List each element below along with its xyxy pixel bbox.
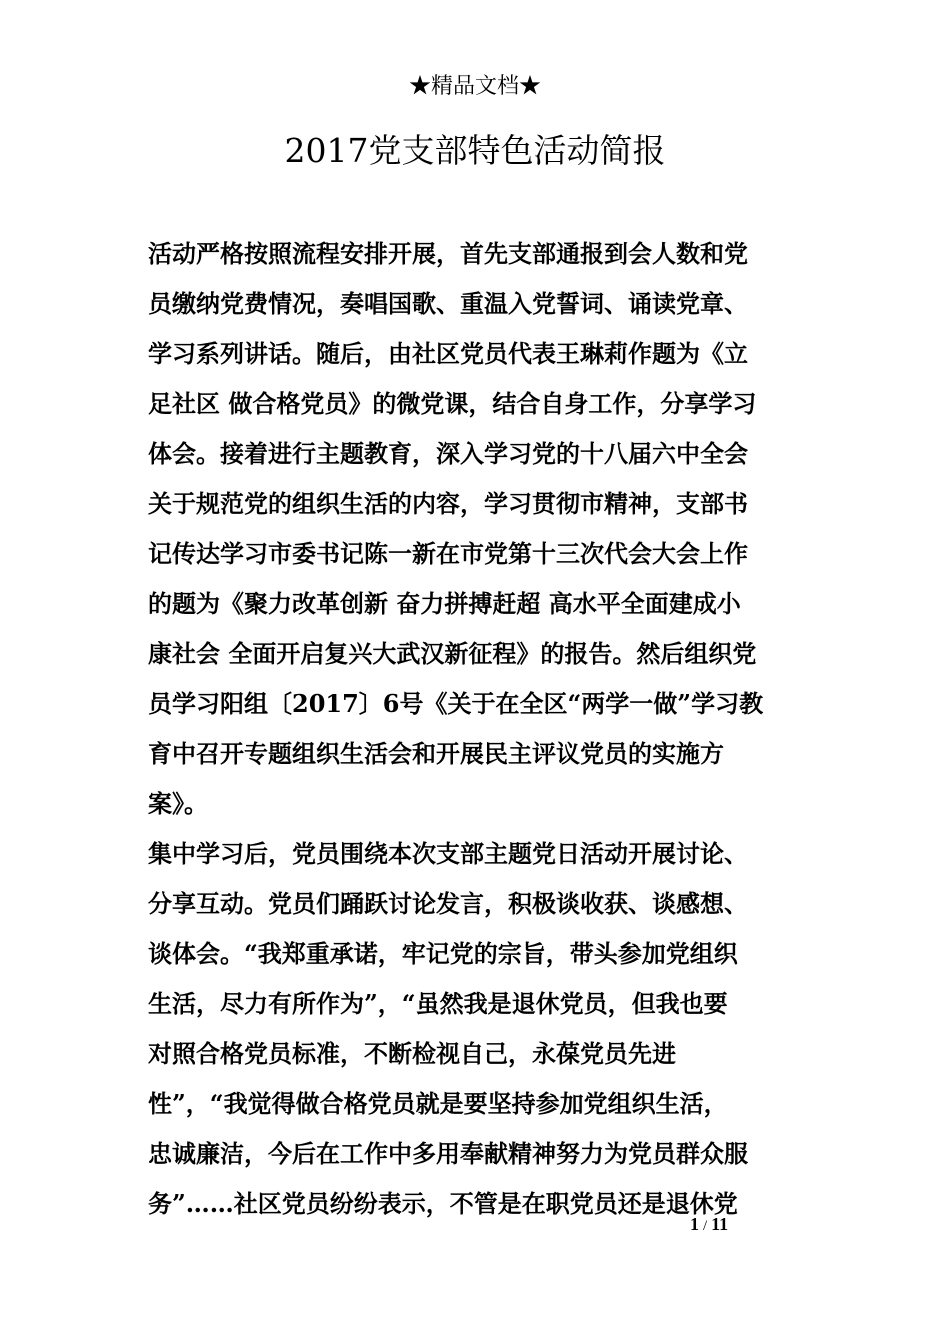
paragraph-line: 生活，尽力有所作为”，“虽然我是退休党员，但我也要	[148, 989, 728, 1018]
paragraph-line: 谈体会。“我郑重承诺，牢记党的宗旨，带头参加党组织	[148, 939, 738, 968]
paragraph-line: 忠诚廉洁，今后在工作中多用奉献精神努力为党员群众服	[148, 1139, 748, 1168]
page-total: 11	[711, 1214, 729, 1234]
header-mark: ★精品文档★	[408, 74, 541, 99]
paragraph-line: 对照合格党员标准，不断检视自己，永葆党员先进	[148, 1039, 676, 1068]
paragraph-line: 康社会 全面开启复兴大武汉新征程》的报告。然后组织党	[148, 639, 757, 668]
paragraph-line: 集中学习后，党员围绕本次支部主题党日活动开展讨论、	[148, 839, 748, 868]
paragraph-line: 的题为《聚力改革创新 奋力拼搏赶超 高水平全面建成小	[148, 589, 741, 618]
paragraph-line: 足社区 做合格党员》的微党课，结合自身工作，分享学习	[148, 389, 757, 418]
paragraph-line: 体会。接着进行主题教育，深入学习党的十八届六中全会	[148, 439, 748, 468]
paragraph-line: 记传达学习市委书记陈一新在市党第十三次代会大会上作	[148, 539, 748, 568]
paragraph-2	[148, 829, 808, 1229]
paragraph-line: 务”……社区党员纷纷表示，不管是在职党员还是退休党	[148, 1189, 738, 1218]
paragraph-line: 学习系列讲话。随后，由社区党员代表王琳莉作题为《立	[148, 339, 748, 368]
paragraph-line: 员缴纳党费情况，奏唱国歌、重温入党誓词、诵读党章、	[148, 289, 748, 318]
paragraph-line: 育中召开专题组织生活会和开展民主评议党员的实施方	[148, 739, 724, 768]
paragraph-line: 案》。	[148, 789, 208, 818]
paragraph-1	[148, 229, 808, 829]
document-body	[148, 229, 808, 1229]
document-title: 2017党支部特色活动简报	[284, 131, 666, 170]
paragraph-line: 性”，“我觉得做合格党员就是要坚持参加党组织生活，	[148, 1089, 728, 1118]
paragraph-line: 关于规范党的组织生活的内容，学习贯彻市精神，支部书	[148, 489, 748, 518]
paragraph-line: 活动严格按照流程安排开展，首先支部通报到会人数和党	[148, 239, 748, 268]
paragraph-line: 员学习阳组〔2017〕6号《关于在全区“两学一做”学习教	[148, 689, 764, 718]
page-current: 1	[690, 1214, 699, 1234]
paragraph-line: 分享互动。党员们踊跃讨论发言，积极谈收获、谈感想、	[148, 889, 748, 918]
page-number	[690, 1212, 810, 1238]
page-separator: /	[703, 1218, 708, 1234]
